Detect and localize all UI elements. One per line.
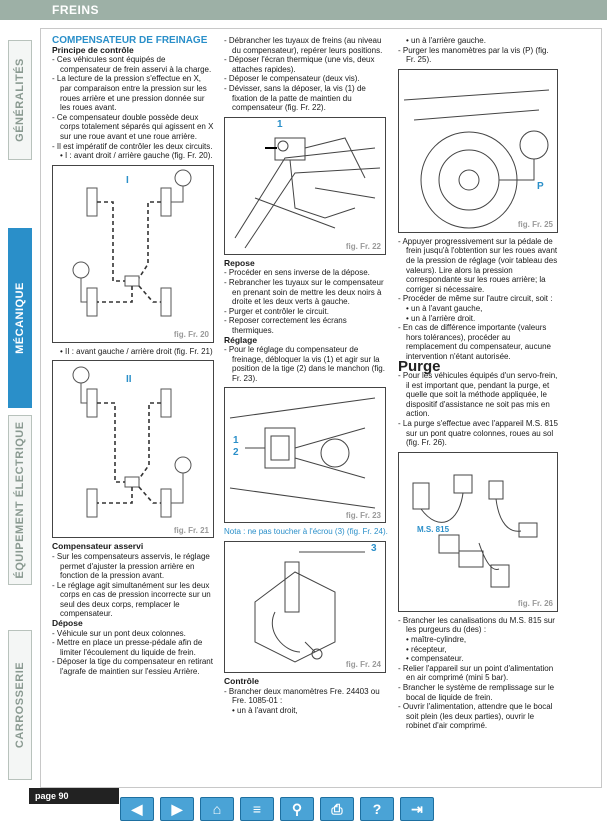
figure-caption: fig. Fr. 23 xyxy=(345,510,381,520)
tab-generalites-label: GÉNÉRALITÉS xyxy=(14,58,26,142)
text-item: - Purger les manomètres par la vis (P) (fig. Fr. 25). xyxy=(398,45,549,65)
header-bar xyxy=(0,0,607,20)
figure-roman-label: I xyxy=(126,174,129,186)
column-2 xyxy=(224,36,388,715)
text-item: - Relier l'appareil sur un point d'alimentation en air comprimé (mini 5 bar). xyxy=(398,663,554,683)
figure-roman-label: II xyxy=(126,374,132,386)
tab-carrosserie[interactable] xyxy=(8,630,32,780)
help-button[interactable] xyxy=(360,797,394,821)
text-item: • maître-cylindre, xyxy=(406,635,467,645)
book-icon: ≡ xyxy=(252,801,262,817)
text-item: - En cas de différence importante (valeurs hors tolérances), procéder au remplacement du compensateur, aucune intervention n'étant autorisée. xyxy=(398,323,551,361)
arrow-right-icon: ▶ xyxy=(171,801,183,817)
figure-caption: fig. Fr. 25 xyxy=(517,220,553,230)
figure-fr-25 xyxy=(398,69,558,233)
text-item: - Le réglage agit simultanément sur les deux corps en cas de pression incorrecte sur un seul des deux corps, remplacer le compensateur. xyxy=(52,580,211,619)
brake-circuit-diagram-2 xyxy=(53,361,213,537)
section-title: COMPENSATEUR DE FREINAGE xyxy=(52,35,208,46)
tab-mecanique[interactable] xyxy=(8,228,32,408)
brake-circuit-diagram-1 xyxy=(53,166,213,342)
text-item: - Procéder de même sur l'autre circuit, soit : xyxy=(398,294,553,304)
figure-fr-23 xyxy=(224,387,386,523)
compensator-adjustment-drawing xyxy=(225,388,385,522)
text-item: - Débrancher les tuyaux de freins (au niveau du compensateur), repérer leurs positions. xyxy=(224,36,383,55)
print-icon: ⎙ xyxy=(331,801,343,817)
bullet-circuit-2: • II : avant gauche / arrière droit (fig. Fr. 21) xyxy=(60,346,213,356)
nota-body: Nota : ne pas toucher à l'écrou (3) (fig. Fr. 24). xyxy=(224,527,388,537)
text-item: - Véhicule sur un pont deux colonnes. xyxy=(52,628,186,638)
subtitle-controle: Contrôle xyxy=(224,676,259,687)
text-item: - Purger et contrôler le circuit. xyxy=(224,306,329,316)
exit-door-icon: ⇥ xyxy=(411,801,423,817)
figure-caption: fig. Fr. 20 xyxy=(173,330,209,340)
text-item: • compensateur. xyxy=(406,654,464,664)
figure-caption: fig. Fr. 26 xyxy=(517,599,553,609)
column-3 xyxy=(398,36,560,731)
text-item: - Reposer correctement les écrans thermiques. xyxy=(224,316,347,335)
tab-carrosserie-label: CARROSSERIE xyxy=(14,661,26,749)
figure-caption: fig. Fr. 22 xyxy=(345,242,381,252)
text-item: - La lecture de la pression s'effectue en X, par comparaison entre la pression sur les roues arrière et une pression donnée sur les roues avant. xyxy=(52,74,207,113)
bullet-circuit-1: • I : avant droit / arrière gauche (fig. Fr. 20). xyxy=(60,151,213,161)
text-item: - Pour le réglage du compensateur de freinage, débloquer la vis (1) et agir sur la position de la tige (2) dans le manchon (fig. Fr. 23). xyxy=(224,345,385,383)
contents-button[interactable] xyxy=(240,797,274,821)
tab-equipement-label: ÉQUIPEMENT ÉLECTRIQUE xyxy=(14,421,26,579)
text-item: • récepteur, xyxy=(406,644,447,654)
text-item: - Mettre en place un presse-pédale afin de limiter l'écoulement du liquide de frein. xyxy=(52,638,203,657)
tab-generalites[interactable] xyxy=(8,40,32,160)
subtitle-reglage: Réglage xyxy=(224,334,258,345)
next-button[interactable] xyxy=(160,797,194,821)
subtitle-asservi: Compensateur asservi xyxy=(52,541,144,552)
text-item: - Pour les véhicules équipés d'un servo-frein, il est important que, pendant la purge, et quelle que soit la méthode appliquée, le dispositif d'assistance ne soit pas mis en action. xyxy=(398,371,558,419)
heading-purge: Purge xyxy=(398,357,441,375)
text-item: - Ces véhicules sont équipés de compensateur de frein asservi à la charge. xyxy=(52,55,212,74)
tab-equipement-electrique[interactable] xyxy=(8,415,32,585)
text-item: - La purge s'effectue avec l'appareil M.S. 815 sur un pont quatre colonnes, roues au sol (fig. Fr. 26). xyxy=(398,419,558,448)
tab-mecanique-label: MÉCANIQUE xyxy=(14,282,26,354)
help-icon: ? xyxy=(372,801,382,817)
text-item: - Déposer l'écran thermique (une vis, deux attaches rapides). xyxy=(224,55,375,74)
print-button[interactable] xyxy=(320,797,354,821)
text-item: - Déposer la tige du compensateur en retirant l'agrafe de maintien sur l'essieu Arrière. xyxy=(52,657,213,677)
page-number: page 90 xyxy=(29,788,119,804)
figure-callout-number: 1 xyxy=(277,118,283,130)
figure-caption: fig. Fr. 21 xyxy=(173,525,209,535)
text-item: - Appuyer progressivement sur la pédale de frein jusqu'à l'obtention sur les roues avant de la pression de réglage (voir tableau des valeurs). Lire alors la pression correspondante sur les roues arrière; la corriger si nécessaire. xyxy=(398,236,558,294)
tyre-gauge-drawing xyxy=(399,70,557,232)
figure-callout-number: 3 xyxy=(371,543,377,555)
side-tabs xyxy=(0,20,38,790)
text-item: • un à l'avant gauche, xyxy=(406,303,483,313)
text-item: • un à l'arrière droit. xyxy=(406,313,476,323)
figure-fr-20 xyxy=(52,165,214,343)
figure-callout-number: 2 xyxy=(233,447,239,459)
text-item: • un à l'arrière gauche. xyxy=(406,36,486,45)
figure-caption: fig. Fr. 24 xyxy=(345,660,381,670)
nota-text xyxy=(224,527,388,537)
home-button[interactable] xyxy=(200,797,234,821)
figure-fr-22 xyxy=(224,117,386,255)
home-icon: ⌂ xyxy=(212,801,222,817)
subtitle-repose: Repose xyxy=(224,257,255,268)
figure-fr-21 xyxy=(52,360,214,538)
exit-button[interactable] xyxy=(400,797,434,821)
compensator-mounting-drawing xyxy=(225,118,385,254)
search-button[interactable] xyxy=(280,797,314,821)
text-item: - Brancher deux manomètres Fre. 24403 ou Fre. 1085-01 : xyxy=(224,686,380,706)
search-icon: ⚲ xyxy=(291,801,303,817)
figure-callout-label: M.S. 815 xyxy=(417,524,450,534)
figure-fr-26 xyxy=(398,452,558,612)
text-item: - Déposer le compensateur (deux vis). xyxy=(224,74,360,84)
compensator-nut-drawing xyxy=(225,542,385,672)
text-item: - Sur les compensateurs asservis, le réglage permet d'ajuster la pression arrière en fonction de la pression avant. xyxy=(52,551,210,581)
text-item: - Dévisser, sans la déposer, la vis (1) de fixation de la patte de maintien du compensateur (fig. Fr. 22). xyxy=(224,83,366,113)
arrow-left-icon: ◀ xyxy=(131,801,143,817)
figure-callout-number: 1 xyxy=(233,435,239,447)
text-item: - Procéder en sens inverse de la dépose. xyxy=(224,268,370,278)
text-item: - Rebrancher les tuyaux sur le compensateur en prenant soin de mettre les deux noirs à droite et les deux verts à gauche. xyxy=(224,277,384,307)
subtitle-principe: Principe de contrôle xyxy=(52,44,134,55)
subtitle-depose: Dépose xyxy=(52,618,83,629)
text-item: - Brancher le système de remplissage sur le bocal de liquide de frein. xyxy=(398,683,555,702)
text-item: - Ce compensateur double possède deux corps totalement séparés qui agissent en X sur une roue avant et une roue arrière. xyxy=(52,112,214,141)
text-item: - Il est impératif de contrôler les deux circuits. xyxy=(52,141,213,151)
figure-fr-24 xyxy=(224,541,386,673)
text-item: - Ouvrir l'alimentation, attendre que le bocal soit plein (les deux parties), ouvrir le robinet d'air comprimé. xyxy=(398,702,553,731)
text-item: - Brancher les canalisations du M.S. 815 sur les purgeurs du (des) : xyxy=(398,615,555,635)
prev-button[interactable] xyxy=(120,797,154,821)
chapter-title: FREINS xyxy=(52,3,100,17)
text-item: • un à l'avant droit, xyxy=(232,705,298,715)
column-1 xyxy=(52,36,214,677)
figure-callout-letter: P xyxy=(537,180,544,192)
